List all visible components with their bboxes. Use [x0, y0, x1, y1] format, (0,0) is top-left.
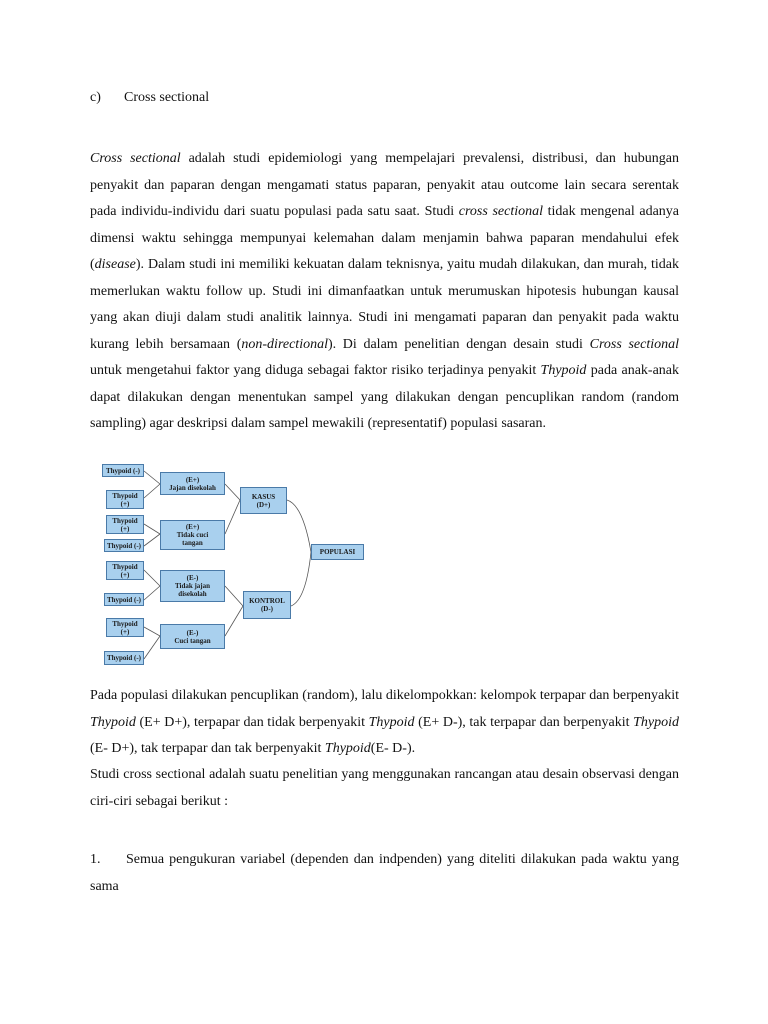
box-label: POPULASI — [319, 548, 356, 556]
kasus-box — [240, 487, 287, 514]
paragraph-text: (E- D-). — [370, 741, 416, 756]
box-label: (E-) — [186, 628, 199, 637]
paragraph-text: adalah studi epidemiologi yang mempelajari prevalensi, distribusi, dan hubungan penyakit dan paparan dengan mengamati status paparan, penyakit atau outcome lain secara serentak pada individu-individu dari suatu populasi pada satu saat. Studi — [90, 151, 679, 219]
box-label: disekolah — [178, 590, 207, 598]
outcome-box — [102, 464, 144, 477]
exposure-box — [160, 624, 225, 649]
paragraph-text: (E+ D+), terpapar dan tidak berpenyakit — [135, 714, 369, 730]
box-label: Thypoid (-) — [106, 541, 142, 550]
box-label: (E+) — [185, 523, 200, 531]
section-number: c) — [90, 90, 101, 105]
italic-term: Thypoid — [90, 714, 136, 730]
paragraph-text: Pada populasi dilakukan pencuplikan (random), lalu dikelompokkan: kelompok terpapar dan berpenyakit — [90, 688, 679, 703]
section-heading — [90, 90, 209, 106]
exposure-box — [160, 472, 225, 495]
box-label: (D-) — [260, 605, 274, 613]
italic-term: Thypoid — [368, 714, 415, 730]
box-label: Thypoid — [112, 562, 138, 571]
box-label: (+) — [120, 570, 130, 579]
box-label: (+) — [120, 524, 130, 533]
paragraph-characteristics: Studi cross sectional adalah suatu penelitian yang menggunakan rancangan atau desain observasi dengan ciri-ciri sebagai berikut : — [90, 767, 679, 809]
box-label: (D+) — [256, 500, 271, 509]
outcome-box — [106, 490, 144, 509]
italic-term: Cross sectional — [90, 151, 181, 166]
box-label: tangan — [182, 539, 203, 547]
outcome-box — [106, 515, 144, 534]
box-label: Tidak cuci — [176, 531, 209, 539]
box-label: KASUS — [251, 492, 276, 501]
paragraph-text: tidak mengenal adanya dimensi waktu sehingga mempunyai kelemahan dalam menjamin bahwa paparan mendahului efek ( — [90, 204, 679, 272]
italic-term: Thypoid — [633, 714, 679, 730]
italic-term: Thypoid — [540, 363, 587, 378]
italic-term: Thypoid — [324, 741, 371, 756]
italic-term: cross sectional — [458, 204, 544, 219]
outcome-box — [104, 593, 144, 606]
box-label: (+) — [120, 499, 130, 508]
kontrol-box — [243, 591, 291, 619]
list-item-number: 1. — [90, 852, 101, 867]
paragraph-text: (E+ D-), tak terpapar dan berpenyakit — [414, 714, 634, 730]
section-title: Cross sectional — [124, 90, 210, 105]
outcome-box — [104, 651, 144, 665]
paragraph-text: untuk mengetahui faktor yang diduga sebagai faktor risiko terjadinya penyakit — [90, 363, 541, 378]
list-item — [90, 847, 679, 900]
exposure-box — [160, 570, 225, 602]
paragraph-text: pada anak-anak dapat dilakukan dengan menentukan sampel yang dilakukan dengan pencuplikan random (random sampling) agar deskripsi dalam sampel mewakili (representatif) populasi sasaran. — [90, 363, 680, 431]
outcome-box — [106, 561, 144, 580]
box-label: Thypoid (-) — [106, 595, 142, 604]
box-label: (E-) — [186, 574, 199, 582]
list-item-text: Semua pengukuran variabel (dependen dan indpenden) yang diteliti dilakukan pada waktu yang sama — [90, 852, 679, 894]
box-label: Tidak jajan — [174, 582, 211, 590]
box-label: KONTROL — [249, 597, 285, 605]
box-label: Jajan disekolah — [169, 483, 216, 492]
italic-term: disease — [94, 257, 136, 272]
box-label: Thypoid — [112, 491, 138, 500]
box-label: Thypoid (-) — [105, 466, 141, 475]
paragraph-definition — [90, 146, 679, 438]
exposure-box — [160, 520, 225, 550]
box-label: Thypoid — [112, 619, 138, 628]
populasi-box — [311, 544, 364, 560]
box-label: (E+) — [185, 475, 200, 484]
italic-term: non-directional — [241, 336, 328, 352]
box-label: Thypoid (-) — [106, 654, 142, 662]
box-label: Cuci tangan — [174, 636, 211, 645]
box-label: Thypoid — [112, 516, 138, 525]
paragraph-text: (E- D+), tak terpapar dan tak berpenyakit — [90, 741, 325, 756]
box-label: (+) — [120, 627, 130, 636]
outcome-box — [104, 539, 144, 552]
paragraph-text: ). Di dalam penelitian dengan desain studi — [327, 336, 590, 352]
study-design-diagram — [98, 460, 378, 675]
outcome-box — [106, 618, 144, 637]
italic-term: Cross sectional — [589, 336, 679, 352]
paragraph-text: ). Dalam studi ini memiliki kekuatan dalam teknisnya, yaitu mudah dilakukan, dan murah, tidak memerlukan waktu follow up. Studi ini dimanfaatkan untuk merumuskan hipotesis hubungan kausal yang akan diuji dalam studi analitik lainnya. Studi ini mengamati paparan dan penyakit pada waktu kurang lebih bersamaan ( — [90, 257, 679, 352]
paragraph-grouping — [90, 683, 679, 763]
